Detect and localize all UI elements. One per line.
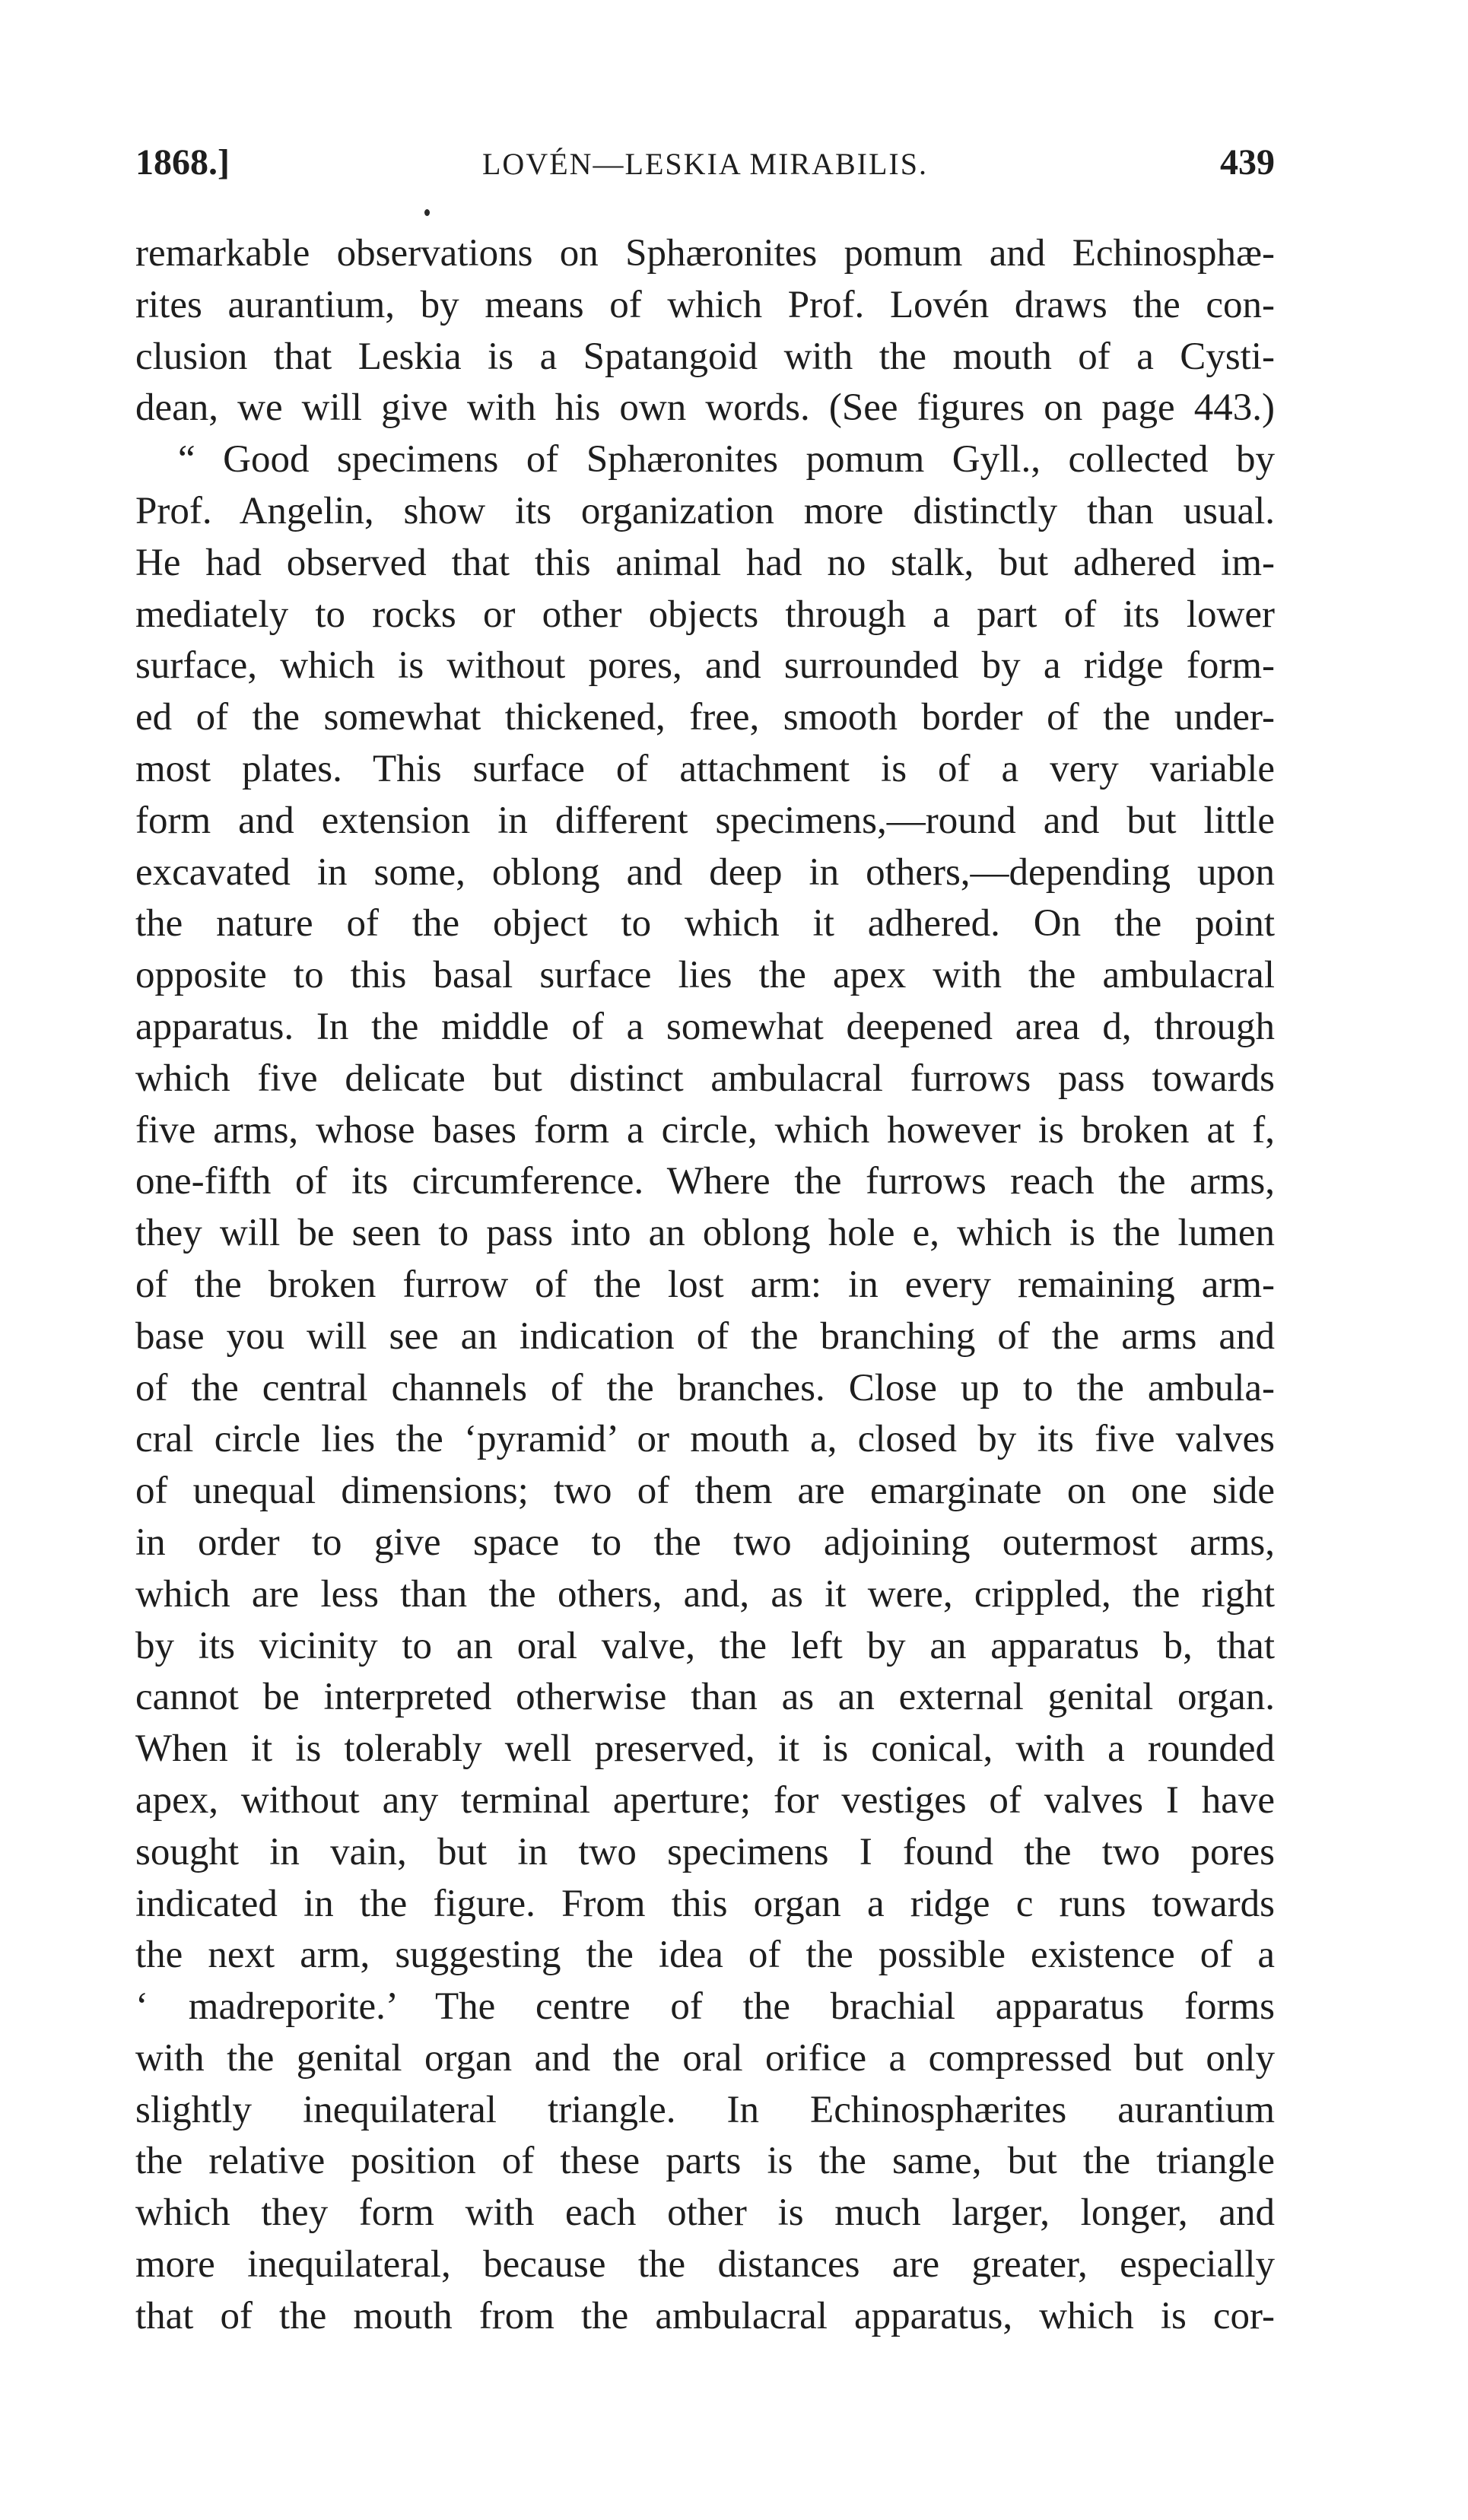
page-number: 439: [1220, 142, 1275, 183]
text-line: that of the mouth from the ambulacral apparatus, which is cor-: [135, 2294, 1275, 2337]
text-line: base you will see an indication of the branching of the arms and: [135, 1314, 1275, 1358]
body-text: [135, 228, 1275, 2343]
text-line: in order to give space to the two adjoining outermost arms,: [135, 1521, 1275, 1564]
text-line: When it is tolerably well preserved, it is conical, with a rounded: [135, 1727, 1275, 1771]
text-line: He had observed that this animal had no stalk, but adhered im-: [135, 541, 1275, 584]
text-line: sought in vain, but in two specimens I found the two pores: [135, 1830, 1275, 1873]
text-line: rites aurantium, by means of which Prof. Lovén draws the con-: [135, 283, 1275, 326]
text-line: which are less than the others, and, as it were, crippled, the right: [135, 1572, 1275, 1616]
text-line: more inequilateral, because the distances are greater, especially: [135, 2243, 1275, 2286]
header-title: LOVÉN—LESKIA MIRABILIS.: [482, 147, 928, 181]
text-line: which they form with each other is much larger, longer, and: [135, 2191, 1275, 2235]
text-line: they will be seen to pass into an oblong hole e, which is the lumen: [135, 1212, 1275, 1255]
text-line: apparatus. In the middle of a somewhat deepened area d, through: [135, 1005, 1275, 1048]
text-line: opposite to this basal surface lies the apex with the ambulacral: [135, 954, 1275, 997]
text-line: which five delicate but distinct ambulacral furrows pass towards: [135, 1057, 1275, 1100]
text-line: cannot be interpreted otherwise than as an external genital organ.: [135, 1676, 1275, 1719]
text-line: ‘ madreporite.’ The centre of the brachial apparatus forms: [135, 1985, 1275, 2029]
text-line: dean, we will give with his own words. (See figures on page 443.): [135, 386, 1275, 430]
text-line: of unequal dimensions; two of them are emarginate on one side: [135, 1470, 1275, 1513]
text-line: form and extension in different specimens,—round and but little: [135, 799, 1275, 842]
text-line: clusion that Leskia is a Spatangoid with the mouth of a Cysti-: [135, 335, 1275, 378]
text-line: apex, without any terminal aperture; for vestiges of valves I have: [135, 1778, 1275, 1822]
text-line: the nature of the object to which it adhered. On the point: [135, 902, 1275, 945]
text-line: excavated in some, oblong and deep in others,—depending upon: [135, 850, 1275, 894]
text-line: the relative position of these parts is the same, but the triangle: [135, 2140, 1275, 2183]
text-line: “ Good specimens of Sphæronites pomum Gyll., collected by: [178, 438, 1275, 481]
text-line: by its vicinity to an oral valve, the left by an apparatus b, that: [135, 1624, 1275, 1667]
text-line: cral circle lies the ‘pyramid’ or mouth a, closed by its five valves: [135, 1418, 1275, 1461]
print-speck: [424, 209, 430, 216]
text-line: Prof. Angelin, show its organization more distinctly than usual.: [135, 489, 1275, 532]
text-line: indicated in the figure. From this organ a ridge c runs towards: [135, 1882, 1275, 1925]
text-line: with the genital organ and the oral orifice a compressed but only: [135, 2036, 1275, 2080]
text-line: the next arm, suggesting the idea of the possible existence of a: [135, 1934, 1275, 1977]
text-line: of the broken furrow of the lost arm: in every remaining arm-: [135, 1263, 1275, 1306]
text-line: slightly inequilateral triangle. In Echinosphærites aurantium: [135, 2088, 1275, 2131]
text-line: remarkable observations on Sphæronites pomum and Echinosphæ-: [135, 232, 1275, 275]
text-line: most plates. This surface of attachment is of a very variable: [135, 747, 1275, 790]
text-line: of the central channels of the branches. Close up to the ambula-: [135, 1366, 1275, 1409]
text-line: one-fifth of its circumference. Where the furrows reach the arms,: [135, 1160, 1275, 1203]
header-year: 1868.]: [135, 142, 230, 183]
running-header: [135, 141, 1275, 195]
text-line: five arms, whose bases form a circle, which however is broken at f,: [135, 1108, 1275, 1152]
text-line: surface, which is without pores, and surrounded by a ridge form-: [135, 644, 1275, 688]
text-line: ed of the somewhat thickened, free, smooth border of the under-: [135, 696, 1275, 739]
text-line: mediately to rocks or other objects through a part of its lower: [135, 593, 1275, 636]
